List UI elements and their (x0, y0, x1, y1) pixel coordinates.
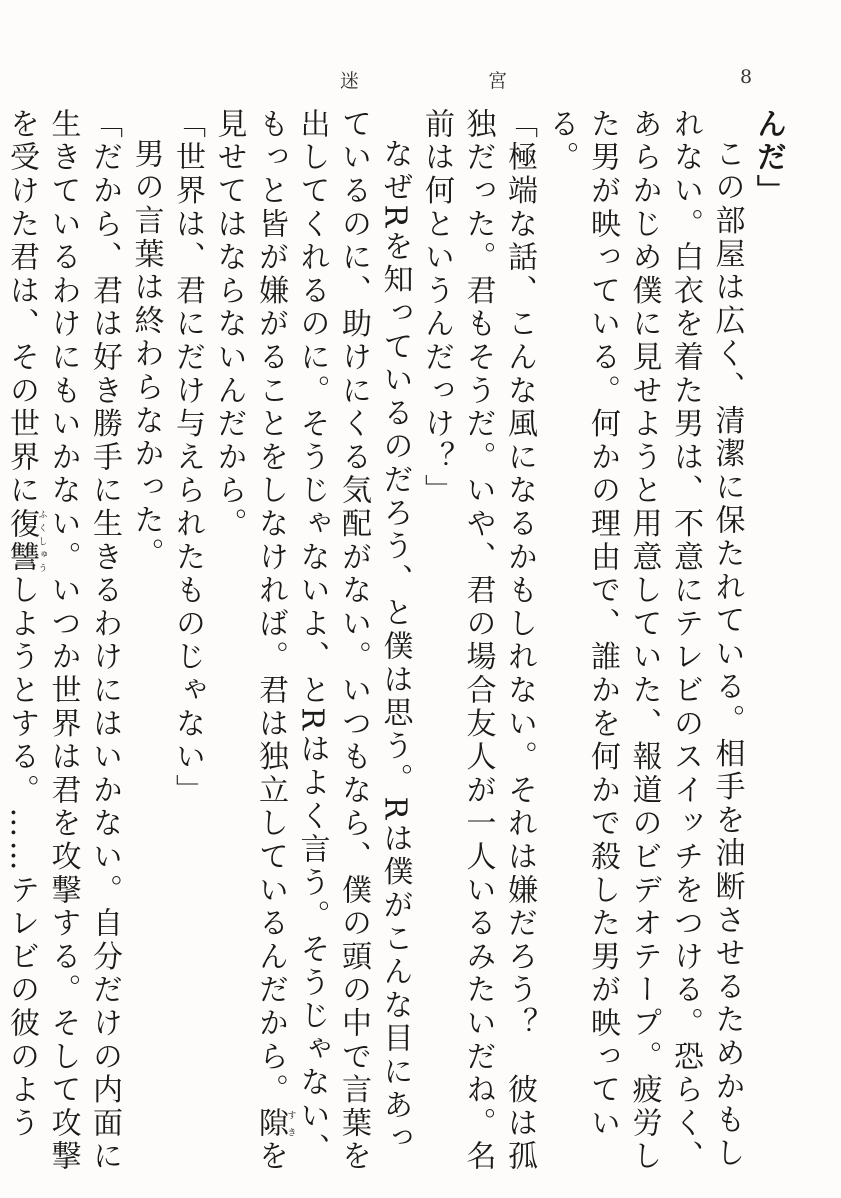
vertical-text-body (4, 108, 789, 1178)
paragraph-7-text: 「だから、君は好き勝手に生きるわけにはいかない。自分だけの内面に生きているわけにもいかない。いつか世界は君を攻撃する。そして攻撃を受けた君は、その世界に (4, 108, 122, 1174)
paragraph-5: 「世界は、君にだけ与えられたものじゃない」 (170, 108, 205, 808)
running-title-char-2: 迷 (340, 70, 360, 92)
paragraph-4-after: を見せてはならないんだから。 (211, 108, 288, 1174)
paragraph-1: んだ」 (751, 108, 786, 208)
paragraph-2: この部屋は広く、清潔に保たれている。相手を油断させるためかもしれない。白衣を着た男は、不意にテレビのスイッチをつける。恐らく、あらかじめ僕に見せようと用意していた、報道のビデオテープ。疲労した男が映っている。何かの理由で、誰かを何かで殺した男が映っている。 (543, 108, 745, 1174)
running-title-char-1: 宮 (488, 70, 508, 92)
paragraph-7-after: しようとする。……テレビの彼のよう (4, 574, 39, 1141)
paragraph-6: 男の言葉は終わらなかった。 (128, 138, 164, 571)
paragraph-4-text: なぜRを知っているのだろう、と僕は思う。Rは僕がこんな目にあっているのに、助けにくる気配がない。いつもなら、僕の頭の中で言葉を出してくれるのに。そうじゃないよ、とRはよく言う。そうじゃない、もっと皆が嫌がることをしなければ。君は独立しているんだから。 (253, 108, 413, 1174)
paragraph-7 (0, 108, 125, 1178)
page-number: 8 (740, 66, 753, 88)
ruby-suki: 隙すき (253, 1107, 296, 1141)
ruby-fukushuu: 復讐ふくしゅう (4, 507, 47, 575)
paragraph-4 (208, 108, 416, 1178)
paragraph-3: 「極端な話、こんな風になるかもしれない。それは嫌だろう？ 彼は孤独だった。君もそうだ。いや、君の場合友人が一人いるみたいだね。名前は何というんだっけ？」 (419, 108, 537, 1174)
